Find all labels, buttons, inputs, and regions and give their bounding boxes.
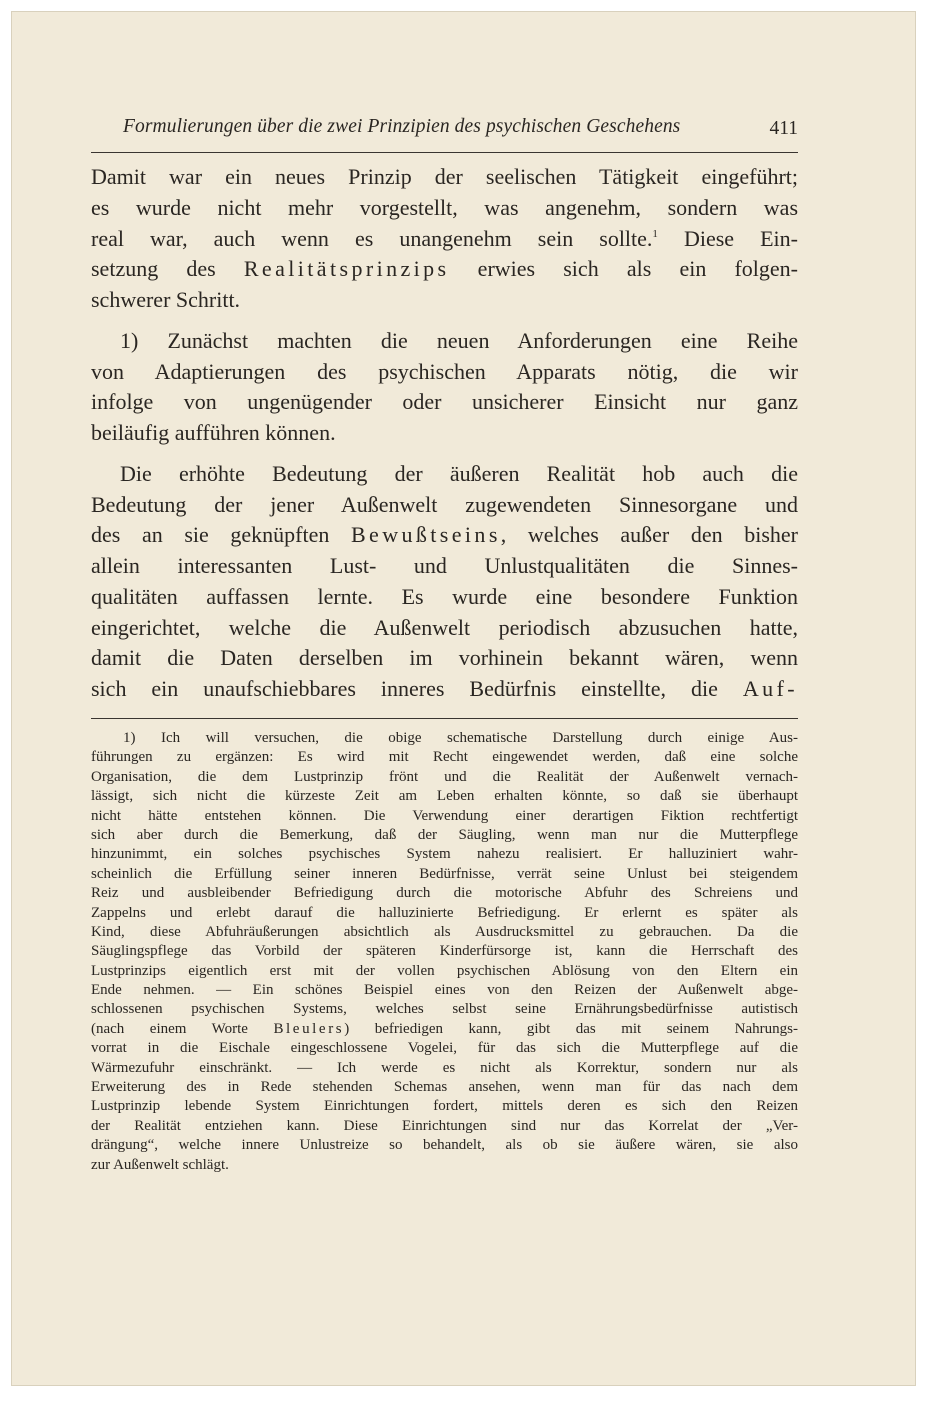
footnote-line: Lustprinzips eigentlich erst mit der vollen psychischen Ablösung von den Eltern ein: [91, 962, 798, 979]
page-header: [91, 116, 798, 156]
paragraph-2: [91, 326, 798, 449]
emphasized-term: Auf-: [742, 676, 798, 701]
book-page: [11, 11, 916, 1386]
text-line: 1) Zunächst machten die neuen Anforderungen eine Reihe: [120, 327, 798, 353]
footnote: [91, 729, 798, 1175]
text-line: beiläufig aufführen können.: [91, 420, 336, 445]
text-line: real war, auch wenn es unangenehm sein sollte.$^1$ Diese Ein-: [91, 225, 798, 251]
footnote-line: Kind, diese Abfuhräußerungen absichtlich als Ausdrucksmittel zu gebrauchen. Da die: [91, 923, 798, 940]
emphasized-term: Bewußtseins: [350, 522, 501, 548]
paragraph-1: [91, 162, 798, 316]
page-number: 411: [769, 118, 798, 139]
footnote-line: Erweiterung des in Rede stehenden Schemas ansehen, wenn man für das nach dem: [91, 1079, 798, 1096]
footnote-line: sich aber durch die Bemerkung, daß der Säugling, wenn man nur die Mutterpflege: [91, 826, 798, 843]
footnote-line: (nach einem Worte Bleulers) befriedigen kann, gibt das mit seinem Nahrungs-: [91, 1020, 798, 1037]
footnote-line: schlossenen psychischen Systems, welches selbst seine Ernährungsbedürfnisse autistisch: [91, 1001, 798, 1018]
footnote-line: der Realität entziehen kann. Diese Einrichtungen sind nur das Korrelat der „Ver-: [91, 1117, 798, 1134]
running-title: Formulierungen über die zwei Prinzipien des psychischen Geschehens: [123, 116, 681, 137]
text-line: infolge von ungenügender oder unsicherer Einsicht nur ganz: [91, 389, 798, 415]
footnote-line: Organisation, die dem Lustprinzip frönt und die Realität der Außenwelt vernach-: [91, 768, 798, 785]
footnote-line: lässigt, sich nicht die kürzeste Zeit am Leben erhalten könnte, so daß sie überhaupt: [91, 788, 798, 805]
footnote-line: Lustprinzip lebende System Einrichtungen fordert, mittels deren es sich den Reizen: [91, 1098, 798, 1115]
text-line: setzung des Realitätsprinzips erwies sich als ein folgen-: [91, 256, 799, 282]
footnote-marker: 1: [652, 227, 658, 240]
text-line: damit die Daten derselben im vorhinein bekannt wären, wenn: [91, 645, 798, 671]
text-line: Damit war ein neues Prinzip der seelischen Tätigkeit eingeführt;: [91, 164, 798, 189]
footnote-line: hinzunimmt, ein solches psychisches System nahezu realisiert. Er halluziniert wahr-: [91, 846, 798, 863]
text-line: von Adaptierungen des psychischen Apparats nötig, die wir: [91, 358, 798, 384]
footnote-line: scheinlich die Erfüllung seiner inneren Bedürfnisse, verrät seine Unlust bei steigendem: [91, 865, 798, 882]
text-line: des an sie geknüpften Bewußtseins, welches außer den bisher: [91, 522, 798, 548]
text-line: Bedeutung der jener Außenwelt zugewendeten Sinnesorgane und: [91, 491, 798, 517]
text-line: es wurde nicht mehr vorgestellt, was angenehm, sondern was: [91, 194, 798, 220]
emphasized-name: Bleulers: [273, 1020, 345, 1037]
footnote-line: drängung“, welche innere Unlustreize so behandelt, als ob sie äußere wären, sie also: [91, 1137, 798, 1154]
footnote-line: Zappelns und erlebt darauf die halluzinierte Befriedigung. Er erlernt es später als: [91, 904, 798, 921]
footnote-line: vorrat in die Eischale eingeschlossene Vogelei, für das sich die Mutterpflege auf die: [91, 1040, 798, 1057]
footnote-line: Ende nehmen. — Ein schönes Beispiel eines von den Reizen der Außenwelt abge-: [91, 982, 798, 999]
text-line: eingerichtet, welche die Außenwelt periodisch abzusuchen hatte,: [91, 614, 798, 640]
text-line: sich ein unaufschiebbares inneres Bedürfnis einstellte, die Auf-: [91, 676, 798, 701]
footnote-line: nicht hätte entstehen können. Die Verwendung einer derartigen Fiktion rechtfertigt: [91, 807, 798, 824]
main-text: [91, 162, 798, 705]
footnote-line: führungen zu ergänzen: Es wird mit Recht eingewendet werden, daß eine solche: [91, 749, 798, 766]
footnote-line: Wärmezufuhr einschränkt. — Ich werde es nicht als Korrektur, sondern nur als: [91, 1059, 798, 1076]
footnote-rule: [91, 718, 798, 719]
text-line: qualitäten auffassen lernte. Es wurde eine besondere Funktion: [91, 583, 798, 609]
footnote-line: Säuglingspflege das Vorbild der späteren Kinderfürsorge ist, kann die Herrschaft des: [91, 943, 798, 960]
header-rule: [91, 152, 798, 153]
paragraph-3: [91, 459, 798, 705]
emphasized-term: Realitätsprinzips: [243, 256, 450, 282]
text-line: Die erhöhte Bedeutung der äußeren Realität hob auch die: [120, 460, 798, 486]
footnote-line: 1) Ich will versuchen, die obige schematische Darstellung durch einige Aus-: [123, 730, 798, 746]
text-line: allein interessanten Lust- und Unlustqualitäten die Sinnes-: [91, 553, 798, 578]
footnote-line: Reiz und ausbleibender Befriedigung durch die motorische Abfuhr des Schreiens und: [91, 885, 798, 902]
footnote-line: zur Außenwelt schlägt.: [91, 1156, 229, 1173]
text-line: schwerer Schritt.: [91, 287, 241, 312]
